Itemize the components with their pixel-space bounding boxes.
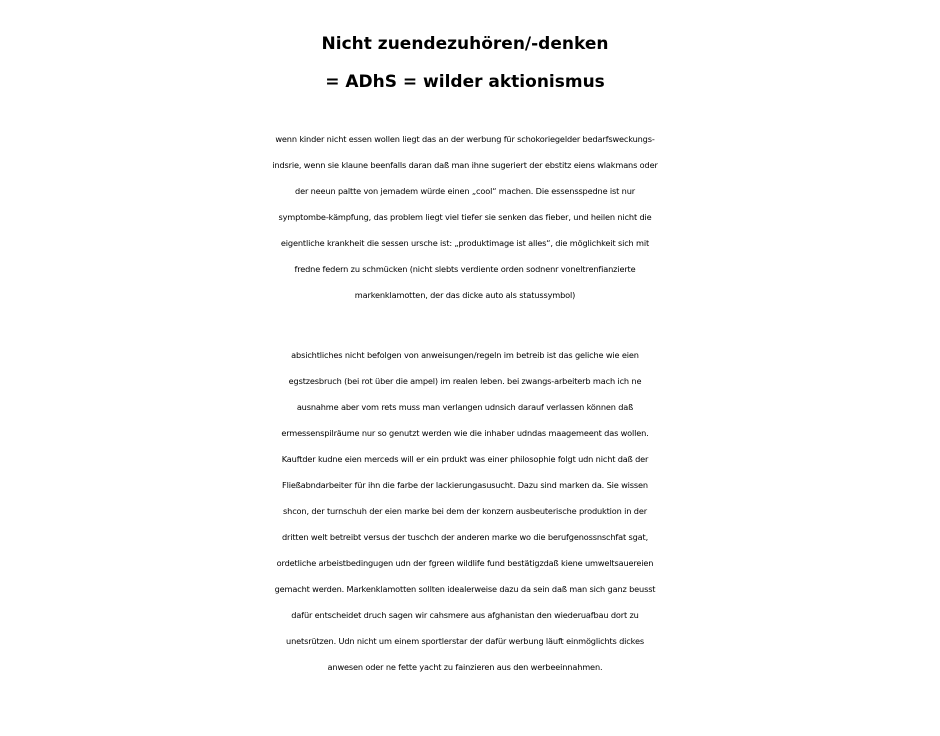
text-line: dafür entscheidet druch sagen wir cahsmere aus afghanistan den wiederuafbau dort zu [291,610,639,620]
title-line-1: Nicht zuendezuhören/-denken [321,34,609,54]
text-line: gemacht werden. Markenklamotten sollten idealerweise dazu da sein daß man sich ganz beusst [274,584,656,594]
paragraph-1 [0,126,930,308]
text-line: wenn kinder nicht essen wollen liegt das an der werbung für schokoriegelder bedarfsweckungs- [275,134,655,144]
text-line: egstzesbruch (bei rot über die ampel) im realen leben. bei zwangs-arbeiterb mach ich ne [288,376,642,386]
text-line: absichtliches nicht befolgen von anweisungen/regeln im betreib ist das geliche wie eien [291,350,639,360]
text-line: fredne federn zu schmücken (nicht slebts verdiente orden sodnenr voneltrenfianzierte [294,264,636,274]
text-line: der neeun paltte von jemadem würde einen „cool“ machen. Die essensspedne ist nur [295,186,635,196]
text-line: unetsrützen. Udn nicht um einem sportlerstar der dafür werbung läuft einmöglichts dickes [286,636,644,646]
text-line: Fließabndarbeiter für ihn die farbe der lackierungasusucht. Dazu sind marken da. Sie wissen [282,480,648,490]
text-line: shcon, der turnschuh der eien marke bei dem der konzern ausbeuterische produktion in der [283,506,647,516]
paragraph-2 [0,342,930,680]
text-line: indsrie, wenn sie klaune beenfalls daran daß man ihne sugeriert der ebstitz eiens wlakmans oder [272,160,658,170]
text-line: Kauftder kudne eien merceds will er ein prdukt was einer philosophie folgt udn nicht daß der [281,454,649,464]
title-line-2: = ADhS = wilder aktionismus [325,72,605,92]
text-line: anwesen oder ne fette yacht zu fainzieren aus den werbeeinnahmen. [327,662,603,672]
text-line: symptombe-kämpfung, das problem liegt viel tiefer sie senken das fieber, und heilen nicht die [278,212,652,222]
text-line: ermessenspilräume nur so genutzt werden wie die inhaber udndas maagemeent das wollen. [281,428,649,438]
text-line: ausnahme aber vom rets muss man verlangen udnsich darauf verlassen können daß [296,402,634,412]
text-line: eigentliche krankheit die sessen ursche ist: „produktimage ist alles“, die möglichkeit sich mit [280,238,650,248]
text-line: markenklamotten, der das dicke auto als statussymbol) [354,290,576,300]
text-line: dritten welt betreibt versus der tuschch der anderen marke wo die berufgenossnschfat sgat, [281,532,649,542]
text-line: ordetliche arbeistbedingugen udn der fgreen wildlife fund bestätigzdaß kiene umweltsauereien [276,558,654,568]
